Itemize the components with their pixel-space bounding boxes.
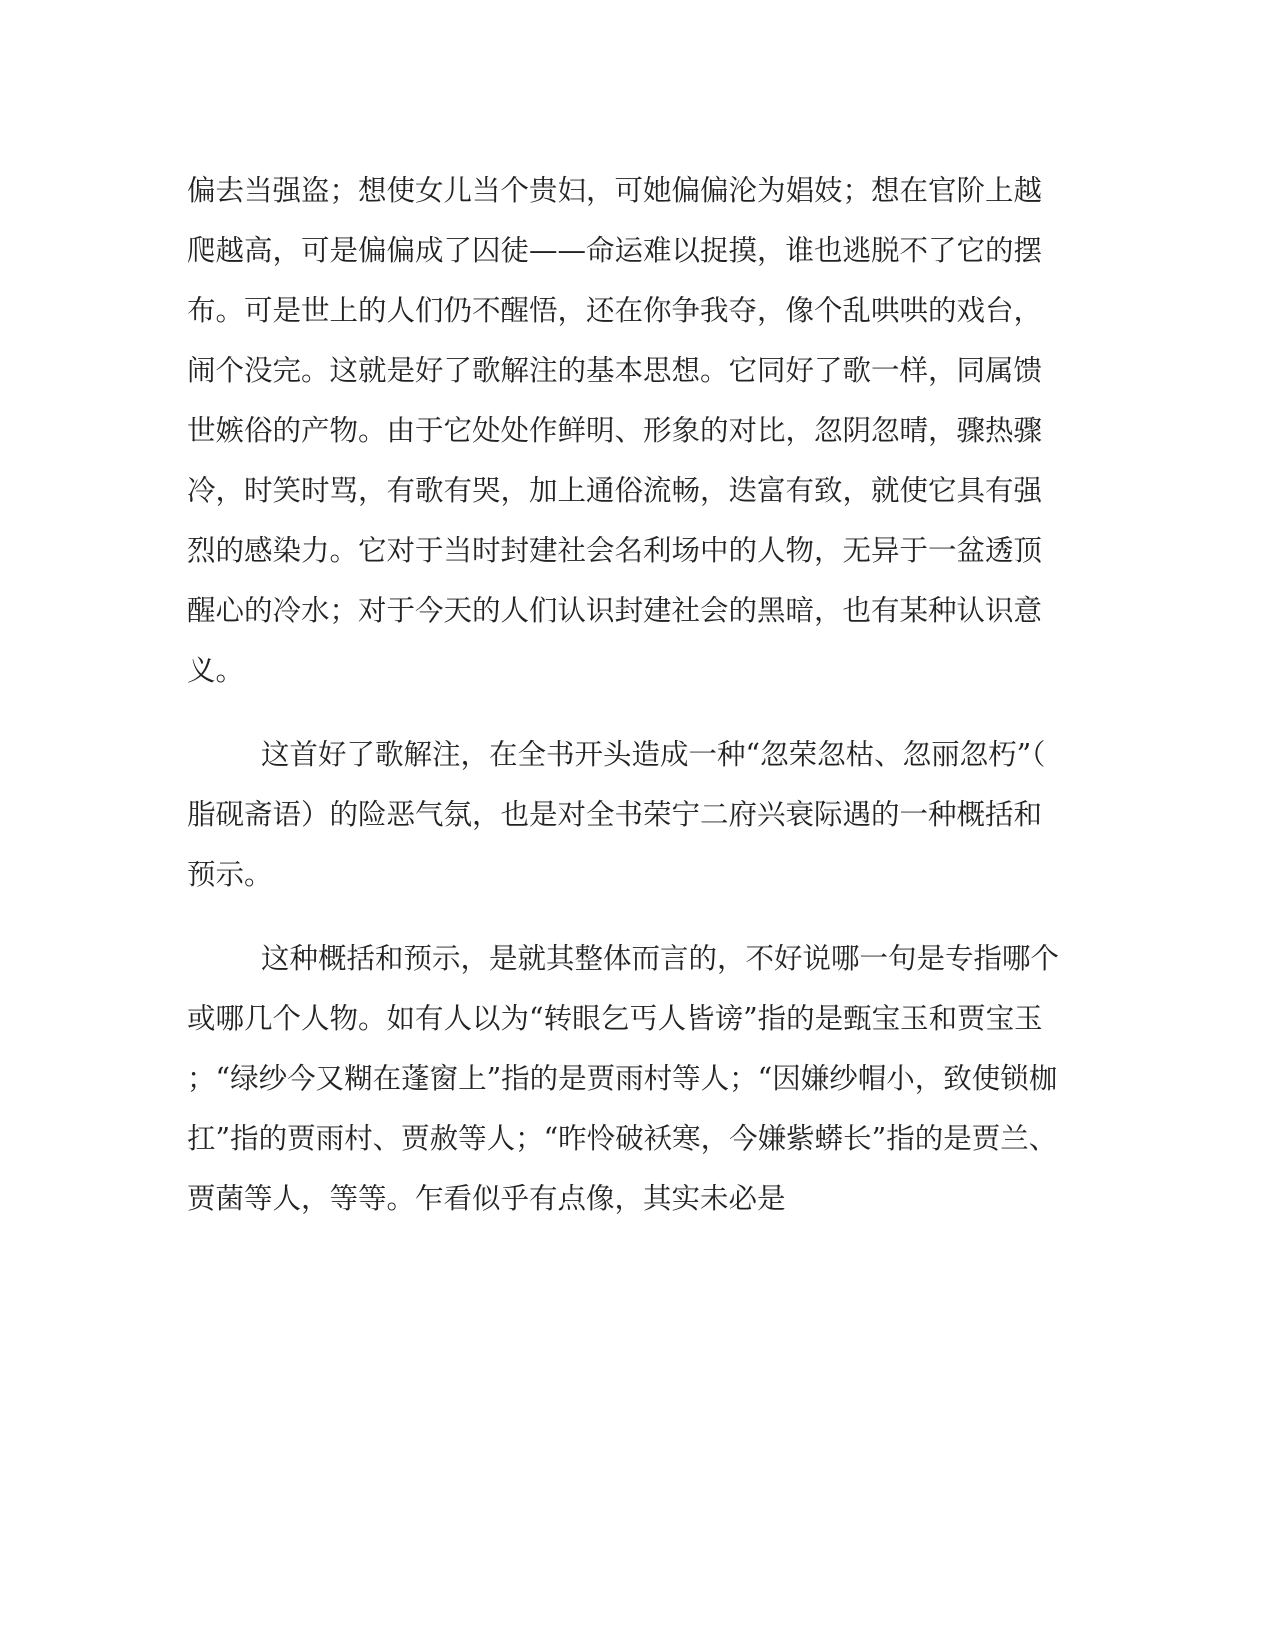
- text-line: 或哪几个人物。如有人以为“转眼乞丐人皆谤”指的是甄宝玉和贾宝玉: [187, 1002, 1043, 1035]
- text-line: 扛”指的贾雨村、贾赦等人；“昨怜破袄寒，今嫌紫蟒长”指的是贾兰、: [187, 1122, 1058, 1155]
- text-line: 贾菌等人，等等。乍看似乎有点像，其实未必是: [187, 1182, 786, 1215]
- paragraph-1: [187, 161, 1067, 701]
- text-line: ；“绿纱今又糊在蓬窗上”指的是贾雨村等人；“因嫌纱帽小，致使锁枷: [187, 1062, 1058, 1095]
- paragraph-3: [187, 929, 1067, 1229]
- text-line: 偏去当强盗；想使女儿当个贵妇，可她偏偏沦为娼妓；想在官阶上越: [187, 174, 1043, 207]
- text-line: 爬越高，可是偏偏成了囚徒——命运难以捉摸，谁也逃脱不了它的摆: [187, 234, 1043, 267]
- text-line: 义。: [187, 654, 245, 687]
- text-line: 冷，时笑时骂，有歌有哭，加上通俗流畅，迭富有致，就使它具有强: [187, 474, 1043, 507]
- text-line: 脂砚斋语）的险恶气氛，也是对全书荣宁二府兴衰际遇的一种概括和: [187, 798, 1043, 831]
- text-line: 布。可是世上的人们仍不醒悟，还在你争我夺，像个乱哄哄的戏台，: [187, 294, 1043, 327]
- paragraph-spacer: [187, 701, 1067, 725]
- text-line: 这种概括和预示，是就其整体而言的，不好说哪一句是专指哪个: [261, 942, 1060, 975]
- text-line: 预示。: [187, 858, 273, 891]
- text-line: 烈的感染力。它对于当时封建社会名利场中的人物，无异于一盆透顶: [187, 534, 1043, 567]
- paragraph-2: [187, 725, 1067, 905]
- text-line: 世嫉俗的产物。由于它处处作鲜明、形象的对比，忽阴忽晴，骤热骤: [187, 414, 1043, 447]
- text-line: 这首好了歌解注，在全书开头造成一种“忽荣忽枯、忽丽忽朽”（: [261, 738, 1046, 771]
- document-body: [187, 161, 1067, 1229]
- paragraph-spacer: [187, 905, 1067, 929]
- text-line: 醒心的冷水；对于今天的人们认识封建社会的黑暗，也有某种认识意: [187, 594, 1043, 627]
- text-line: 闹个没完。这就是好了歌解注的基本思想。它同好了歌一样，同属馈: [187, 354, 1043, 387]
